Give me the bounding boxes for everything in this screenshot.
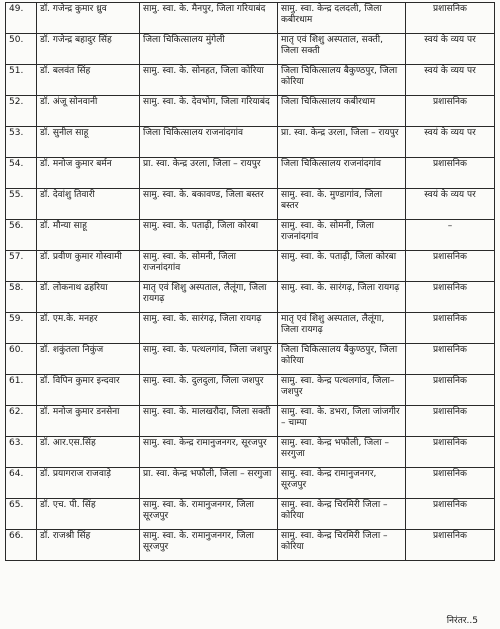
serial-number-cell: 50. (6, 34, 37, 65)
current-posting-cell: सामु. स्वा. के. रामानुजनगर, जिला सूरजपुर (140, 530, 278, 561)
new-posting-cell: सामु. स्वा. केन्द्र दलदली, जिला कबीरधाम (278, 3, 406, 34)
new-posting-cell: सामु. स्वा. के. सारंगढ़, जिला रायगढ़ (278, 282, 406, 313)
current-posting-cell: प्रा. स्वा. केन्द्र भफौली, जिला – सरगुजा (140, 468, 278, 499)
table-row (6, 96, 495, 127)
serial-number-cell: 54. (6, 158, 37, 189)
table-row (6, 251, 495, 282)
doctor-name-cell: डॉ. शकुंतला निकुंज (37, 344, 140, 375)
serial-number-cell: 51. (6, 65, 37, 96)
serial-number-cell: 59. (6, 313, 37, 344)
new-posting-cell: जिला चिकित्सालय बैकुण्ठपुर, जिला कोरिया (278, 65, 406, 96)
table-row (6, 34, 495, 65)
transfer-type-cell: प्रशासनिक (406, 468, 495, 499)
doctor-name-cell: डॉ. एच. पी. सिंह (37, 499, 140, 530)
current-posting-cell: सामु. स्वा. के. सोनहत, जिला कोरिया (140, 65, 278, 96)
doctor-name-cell: डॉ. मनोज कुमार डनसेना (37, 406, 140, 437)
transfer-type-cell: प्रशासनिक (406, 251, 495, 282)
current-posting-cell: प्रा. स्वा. केन्द्र उरला, जिला – रायपुर (140, 158, 278, 189)
transfer-type-cell: प्रशासनिक (406, 313, 495, 344)
current-posting-cell: सामु. स्वा. के. मैनपुर, जिला गरियाबंद (140, 3, 278, 34)
doctor-name-cell: डॉ. अंजू सोनवानी (37, 96, 140, 127)
new-posting-cell: सामु. स्वा. केन्द्र चिरमिरी जिला – कोरिया (278, 530, 406, 561)
doctor-name-cell: डॉ. विपिन कुमार इन्दवार (37, 375, 140, 406)
serial-number-cell: 61. (6, 375, 37, 406)
serial-number-cell: 52. (6, 96, 37, 127)
transfer-type-cell: स्वयं के व्यय पर (406, 127, 495, 158)
doctor-name-cell: डॉ. गजेन्द्र कुमार ध्रुव (37, 3, 140, 34)
new-posting-cell: सामु. स्वा. के. पताढ़ी, जिला कोरबा (278, 251, 406, 282)
doctor-name-cell: डॉ. प्रवीण कुमार गोस्वामी (37, 251, 140, 282)
doctor-name-cell: डॉ. मौन्या साहू (37, 220, 140, 251)
current-posting-cell: सामु. स्वा. के. रामानुजनगर, जिला सूरजपुर (140, 499, 278, 530)
current-posting-cell: मातृ एवं शिशु अस्पताल, लैलूंगा, जिला रायगढ़ (140, 282, 278, 313)
new-posting-cell: मातृ एवं शिशु अस्पताल, सक्ती, जिला सक्ती (278, 34, 406, 65)
serial-number-cell: 62. (6, 406, 37, 437)
table-row (6, 3, 495, 34)
new-posting-cell: सामु. स्वा. के. डभरा, जिला जांजगीर – चाम्पा (278, 406, 406, 437)
current-posting-cell: सामु. स्वा. के. पत्थलगांव, जिला जशपुर (140, 344, 278, 375)
current-posting-cell: सामु. स्वा. के. सोमनी, जिला राजनांदगांव (140, 251, 278, 282)
table-row (6, 468, 495, 499)
table-row (6, 189, 495, 220)
new-posting-cell: सामु. स्वा. केन्द्र चिरमिरी जिला – कोरिया (278, 499, 406, 530)
serial-number-cell: 65. (6, 499, 37, 530)
table-row (6, 499, 495, 530)
serial-number-cell: 55. (6, 189, 37, 220)
new-posting-cell: प्रा. स्वा. केन्द्र उरला, जिला – रायपुर (278, 127, 406, 158)
current-posting-cell: सामु. स्वा. के. सारंगढ़, जिला रायगढ़ (140, 313, 278, 344)
current-posting-cell: सामु. स्वा. के. देवभोग, जिला गरियाबंद (140, 96, 278, 127)
transfer-type-cell: प्रशासनिक (406, 158, 495, 189)
transfer-table (5, 2, 495, 561)
current-posting-cell: सामु. स्वा. केन्द्र रामानुजनगर, सूरजपुर (140, 437, 278, 468)
serial-number-cell: 49. (6, 3, 37, 34)
doctor-name-cell: डॉ. राजश्री सिंह (37, 530, 140, 561)
doctor-name-cell: डॉ. आर.एस.सिंह (37, 437, 140, 468)
current-posting-cell: सामु. स्वा. के. बकावण्ड, जिला बस्तर (140, 189, 278, 220)
serial-number-cell: 66. (6, 530, 37, 561)
doctor-name-cell: डॉ. देवांशु तिवारी (37, 189, 140, 220)
serial-number-cell: 58. (6, 282, 37, 313)
new-posting-cell: सामु. स्वा. केन्द्र रामानुजनगर, सूरजपुर (278, 468, 406, 499)
current-posting-cell: जिला चिकित्सालय मुंगेली (140, 34, 278, 65)
transfer-type-cell: – (406, 220, 495, 251)
table-row (6, 437, 495, 468)
table-row (6, 127, 495, 158)
doctor-name-cell: डॉ. एम.के. मनहर (37, 313, 140, 344)
new-posting-cell: मातृ एवं शिशु अस्पताल, लैलूंगा, जिला रायगढ़ (278, 313, 406, 344)
table-row (6, 313, 495, 344)
table-row (6, 158, 495, 189)
transfer-type-cell: स्वयं के व्यय पर (406, 34, 495, 65)
current-posting-cell: सामु. स्वा. के. दुलदुला, जिला जशपुर (140, 375, 278, 406)
new-posting-cell: जिला चिकित्सालय बैकुण्ठपुर, जिला कोरिया (278, 344, 406, 375)
doctor-name-cell: डॉ. लोकनाथ ढहरिया (37, 282, 140, 313)
serial-number-cell: 56. (6, 220, 37, 251)
serial-number-cell: 53. (6, 127, 37, 158)
doctor-name-cell: डॉ. मनोज कुमार बर्मन (37, 158, 140, 189)
new-posting-cell: सामु. स्वा. के. मुण्डागांव, जिला बस्तर (278, 189, 406, 220)
transfer-type-cell: स्वयं के व्यय पर (406, 65, 495, 96)
continued-note: निरंतर..5 (446, 616, 478, 626)
table-row (6, 530, 495, 561)
transfer-type-cell: प्रशासनिक (406, 437, 495, 468)
doctor-name-cell: डॉ. बलवंत सिंह (37, 65, 140, 96)
table-body (6, 3, 495, 561)
transfer-type-cell: प्रशासनिक (406, 96, 495, 127)
table-row (6, 375, 495, 406)
current-posting-cell: सामु. स्वा. के. पताढ़ी, जिला कोरबा (140, 220, 278, 251)
transfer-type-cell: प्रशासनिक (406, 530, 495, 561)
transfer-type-cell: प्रशासनिक (406, 344, 495, 375)
serial-number-cell: 63. (6, 437, 37, 468)
current-posting-cell: जिला चिकित्सालय राजनांदगांव (140, 127, 278, 158)
table-row (6, 220, 495, 251)
new-posting-cell: सामु. स्वा. के. सोमनी, जिला राजनांदगांव (278, 220, 406, 251)
serial-number-cell: 57. (6, 251, 37, 282)
new-posting-cell: सामु. स्वा. केन्द्र भफौली, जिला – सरगुजा (278, 437, 406, 468)
transfer-type-cell: प्रशासनिक (406, 375, 495, 406)
serial-number-cell: 60. (6, 344, 37, 375)
transfer-type-cell: स्वयं के व्यय पर (406, 189, 495, 220)
transfer-type-cell: प्रशासनिक (406, 282, 495, 313)
serial-number-cell: 64. (6, 468, 37, 499)
new-posting-cell: सामु. स्वा. केन्द्र पत्थलगांव, जिला–जशपुर (278, 375, 406, 406)
table-row (6, 282, 495, 313)
doctor-name-cell: डॉ. गजेन्द्र बहादुर सिंह (37, 34, 140, 65)
current-posting-cell: सामु. स्वा. के. मालखरौदा, जिला सक्ती (140, 406, 278, 437)
doctor-name-cell: डॉ. प्रयागराज राजवाड़े (37, 468, 140, 499)
transfer-type-cell: प्रशासनिक (406, 3, 495, 34)
table-row (6, 344, 495, 375)
transfer-type-cell: प्रशासनिक (406, 406, 495, 437)
new-posting-cell: जिला चिकित्सालय कबीरधाम (278, 96, 406, 127)
transfer-type-cell: प्रशासनिक (406, 499, 495, 530)
doctor-name-cell: डॉ. सुनील साहू (37, 127, 140, 158)
table-row (6, 406, 495, 437)
new-posting-cell: जिला चिकित्सालय राजनांदगांव (278, 158, 406, 189)
table-row (6, 65, 495, 96)
